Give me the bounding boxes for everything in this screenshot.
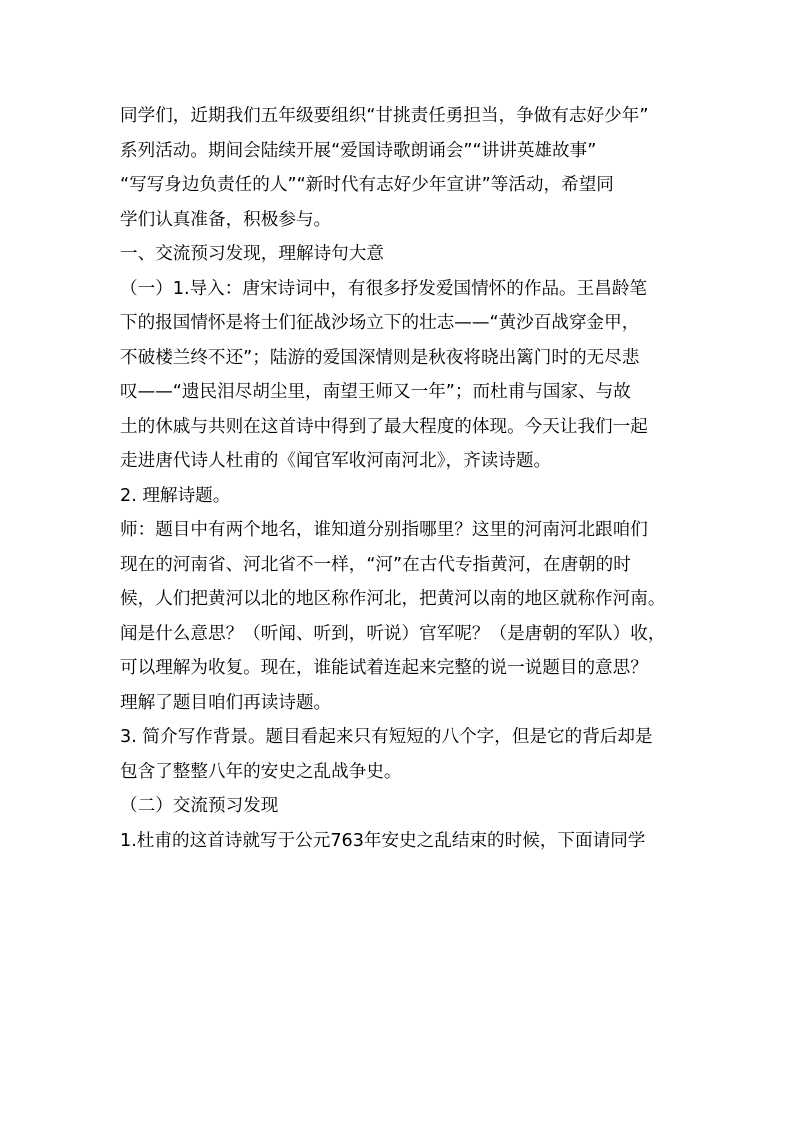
paragraph-line-1: 同学们，近期我们五年级要组织“甘挑责任勇担当，争做有志好少年”	[120, 106, 649, 126]
paragraph-line-16: 闻是什么意思？（听闻、听到，听说）官军呢？（是唐朝的军队）收，	[120, 623, 666, 644]
paragraph-line-11: 走进唐代诗人杜甫的《闻官军收河南河北》，齐读诗题。	[120, 451, 552, 471]
paragraph-line-2: 系列活动。期间会陆续开展“爱国诗歌朗诵会”“讲讲英雄故事”	[120, 140, 597, 161]
subheading-understand-title: 2. 理解诗题。	[120, 485, 231, 506]
paragraph-line-10: 土的休戚与共则在这首诗中得到了最大程度的体现。今天让我们一起	[120, 416, 648, 437]
paragraph-line-15: 候，人们把黄河以北的地区称作河北，把黄河以南的地区就称作河南。	[120, 589, 666, 609]
paragraph-line-17: 可以理解为收复。现在，谁能试着连起来完整的说一说题目的意思？	[120, 658, 648, 678]
paragraph-line-20: 包含了整整八年的安史之乱战争史。	[120, 761, 402, 782]
paragraph-line-13: 师：题目中有两个地名，谁知道分别指哪里？这里的河南河北跟咱们	[120, 520, 648, 540]
paragraph-line-14: 现在的河南省、河北省不一样，“河”在古代专指黄河，在唐朝的时	[120, 554, 631, 575]
subheading-exchange-preview: （二）交流预习发现	[120, 796, 279, 816]
paragraph-line-19: 3. 简介写作背景。题目看起来只有短短的八个字，但是它的背后却是	[120, 727, 653, 747]
paragraph-line-6: （一）1.导入：唐宋诗词中，有很多抒发爱国情怀的作品。王昌龄笔	[120, 278, 648, 299]
paragraph-line-8: 不破楼兰终不还”；陆游的爱国深情则是秋夜将晓出篱门时的无尽悲	[120, 347, 640, 368]
paragraph-line-4: 学们认真准备，积极参与。	[120, 209, 332, 230]
paragraph-line-7: 下的报国情怀是将士们征战沙场立下的壮志——“黄沙百战穿金甲，	[120, 313, 640, 333]
document-body	[120, 99, 680, 858]
paragraph-line-9: 叹——“遗民泪尽胡尘里，南望王师又一年”；而杜甫与国家、与故	[120, 382, 631, 402]
paragraph-line-22: 1.杜甫的这首诗就写于公元763年安史之乱结束的时候，下面请同学	[120, 830, 646, 851]
paragraph-line-18: 理解了题目咱们再读诗题。	[120, 692, 332, 713]
section-heading-1: 一、交流预习发现，理解诗句大意	[120, 244, 384, 264]
paragraph-line-3: “写写身边负责任的人”“新时代有志好少年宣讲”等活动，希望同	[120, 175, 614, 195]
